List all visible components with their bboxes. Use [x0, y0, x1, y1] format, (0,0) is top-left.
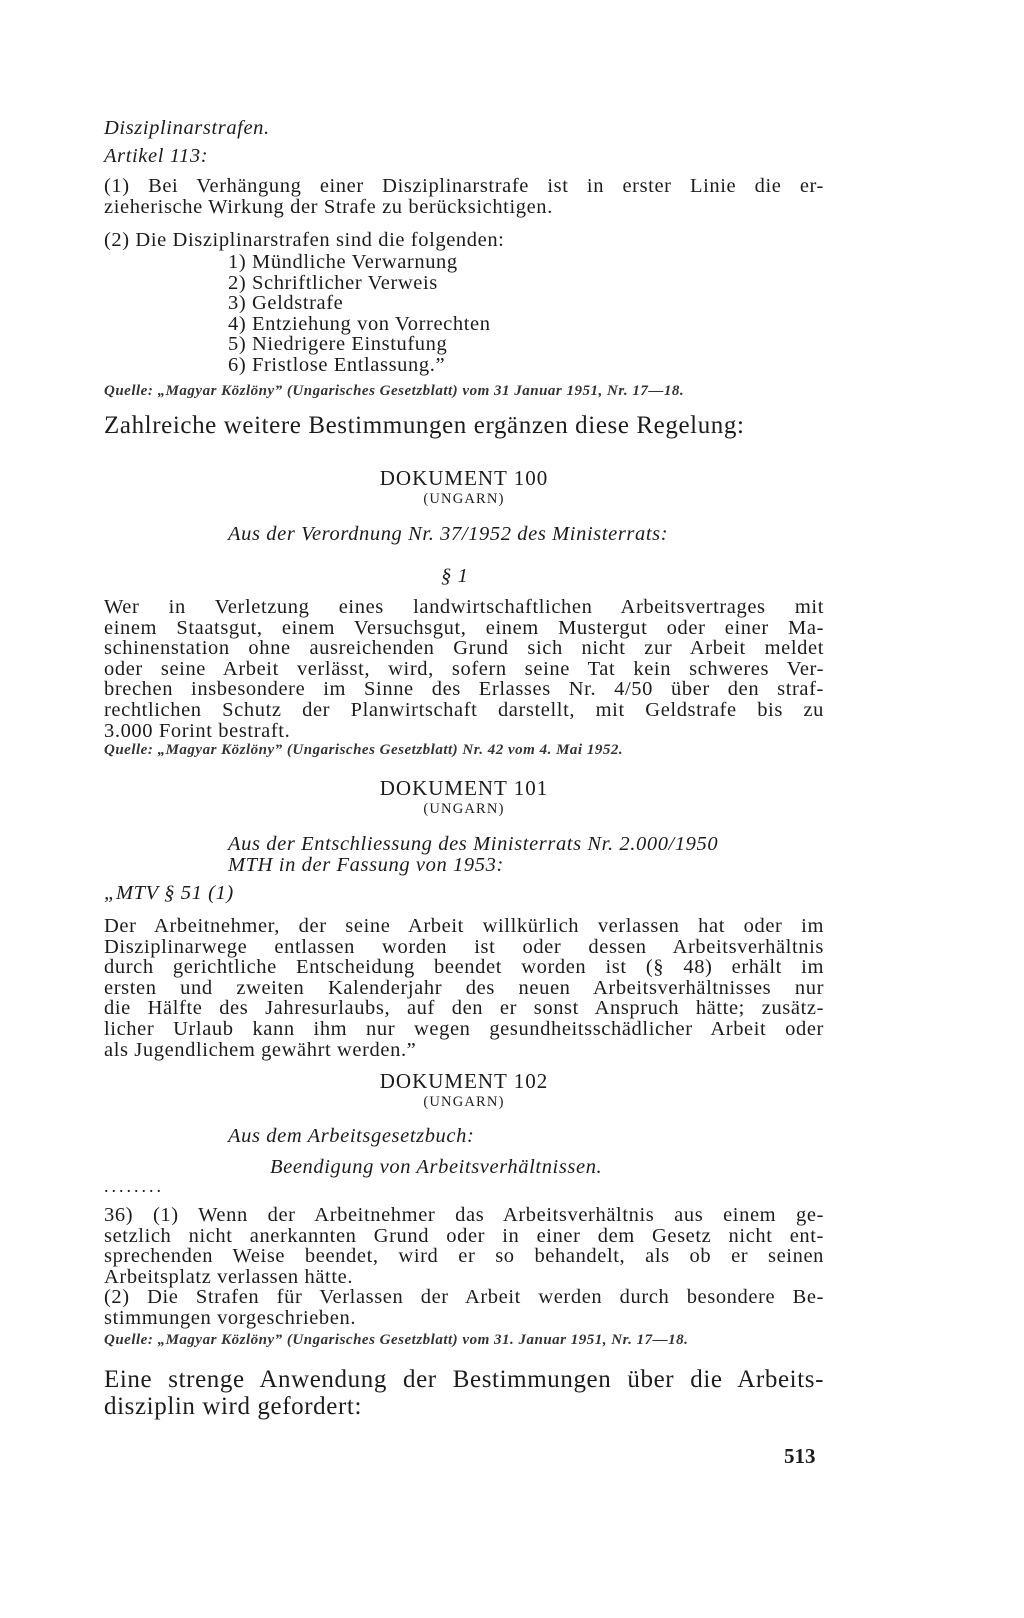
subtitle-line: MTH in der Fassung von 1953:	[228, 853, 504, 876]
intro-remark: Zahlreiche weitere Bestimmungen ergänzen diese Regelung:	[104, 412, 745, 439]
penalty-item: 2) Schriftlicher Verweis	[228, 271, 438, 294]
document-100-body	[104, 597, 824, 741]
source-citation	[104, 1332, 688, 1349]
text-line: schinenstation ohne ausreichenden Grund sich nicht zur Arbeit meldet	[104, 637, 824, 660]
source-label: Quelle:	[104, 1332, 154, 1348]
article-paragraph-1	[104, 176, 824, 217]
penalty-item: 3) Geldstrafe	[228, 292, 344, 315]
document-102-body	[104, 1205, 824, 1329]
text-line: ersten und zweiten Kalenderjahr des neuen Arbeitsverhältnisses nur	[104, 976, 824, 999]
text-line: Der Arbeitnehmer, der seine Arbeit willkürlich verlassen hat oder im	[104, 915, 824, 937]
document-country: (UNGARN)	[423, 801, 505, 817]
paragraph-sign: § 1	[441, 565, 469, 587]
source-text: „Magyar Közlöny” (Ungarisches Gesetzblatt) vom 31. Januar 1951, Nr. 17—18.	[157, 1332, 689, 1348]
page-number: 513	[784, 1444, 816, 1468]
document-101-header	[104, 776, 824, 818]
text-line: (1) Bei Verhängung einer Disziplinarstrafe ist in erster Linie die er-	[104, 175, 824, 197]
document-subtitle: Aus der Verordnung Nr. 37/1952 des Ministerrats:	[228, 523, 669, 545]
text-line: 36) (1) Wenn der Arbeitnehmer das Arbeitsverhältnis aus einem ge-	[104, 1204, 824, 1226]
text-line: Arbeitsplatz verlassen hätte.	[104, 1265, 354, 1288]
document-country: (UNGARN)	[423, 1094, 505, 1110]
text-line: rechtlichen Schutz der Planwirtschaft darstellt, mit Geldstrafe bis zu	[104, 698, 824, 721]
text-line: durch gerichtliche Entscheidung beendet worden ist (§ 48) erhält im	[104, 956, 824, 979]
text-line: sprechenden Weise beendet, wird er so behandelt, als ob er seinen	[104, 1245, 824, 1268]
source-text: „Magyar Közlöny” (Ungarisches Gesetzblatt) Nr. 42 vom 4. Mai 1952.	[157, 742, 624, 758]
penalty-item: 1) Mündliche Verwarnung	[228, 251, 458, 273]
ellipsis: ........	[104, 1176, 164, 1196]
source-text: „Magyar Közlöny” (Ungarisches Gesetzblatt) vom 31 Januar 1951, Nr. 17—18.	[157, 383, 685, 399]
text-line: zieherische Wirkung der Strafe zu berücksichtigen.	[104, 195, 553, 218]
text-line: licher Urlaub kann ihm nur wegen gesundheitsschädlicher Arbeit oder	[104, 1017, 824, 1040]
penalty-item: 5) Niedrigere Einstufung	[228, 333, 448, 356]
document-title: DOKUMENT 100	[379, 466, 549, 490]
document-title: DOKUMENT 102	[379, 1069, 549, 1093]
text-line: einem Staatsgut, einem Versuchsgut, einem Mustergut oder einer Ma-	[104, 616, 824, 639]
source-citation	[104, 383, 684, 400]
section-title: Beendigung von Arbeitsverhältnissen.	[270, 1156, 603, 1178]
text-line: setzlich nicht anerkannten Grund oder in einer dem Gesetz nicht ent-	[104, 1224, 824, 1247]
penalty-item: 6) Fristlose Entlassung.”	[228, 353, 446, 376]
text-line: oder seine Arbeit verlässt, wird, sofern seine Tat kein schweres Ver-	[104, 657, 824, 680]
source-label: Quelle:	[104, 383, 154, 399]
section-reference: „MTV § 51 (1)	[104, 882, 234, 904]
section-heading: Disziplinarstrafen.	[104, 117, 270, 139]
text-line: brechen insbesondere im Sinne des Erlasses Nr. 4/50 über den straf-	[104, 678, 824, 701]
document-title: DOKUMENT 101	[379, 776, 549, 800]
penalty-item: 4) Entziehung von Vorrechten	[228, 312, 491, 335]
penalty-list	[228, 252, 491, 376]
text-line: Wer in Verletzung eines landwirtschaftlichen Arbeitsvertrages mit	[104, 596, 824, 618]
subtitle-line: Aus der Entschliessung des Ministerrats Nr. 2.000/1950	[228, 833, 719, 855]
document-100-header	[104, 466, 824, 508]
source-citation	[104, 742, 623, 759]
document-subtitle: Aus dem Arbeitsgesetzbuch:	[228, 1125, 475, 1147]
text-line: Disziplinarwege entlassen worden ist oder dessen Arbeitsverhältnis	[104, 935, 824, 958]
text-line: disziplin wird gefordert:	[104, 1393, 362, 1420]
source-label: Quelle:	[104, 742, 154, 758]
article-paragraph-2-intro: (2) Die Disziplinarstrafen sind die folgenden:	[104, 229, 505, 251]
text-line: als Jugendlichem gewährt werden.”	[104, 1038, 417, 1061]
text-line: stimmungen vorgeschrieben.	[104, 1306, 357, 1329]
document-102-header	[104, 1069, 824, 1111]
text-line: 3.000 Forint bestraft.	[104, 719, 291, 742]
closing-remark	[104, 1366, 824, 1420]
document-subtitle	[228, 834, 718, 875]
document-101-body	[104, 916, 824, 1060]
document-country: (UNGARN)	[423, 491, 505, 507]
article-label: Artikel 113:	[104, 145, 209, 167]
text-line: Eine strenge Anwendung der Bestimmungen über die Arbeits-	[104, 1366, 824, 1393]
text-line: die Hälfte des Jahresurlaubs, auf den er sonst Anspruch hätte; zusätz-	[104, 997, 824, 1020]
text-line: (2) Die Strafen für Verlassen der Arbeit werden durch besondere Be-	[104, 1286, 824, 1309]
